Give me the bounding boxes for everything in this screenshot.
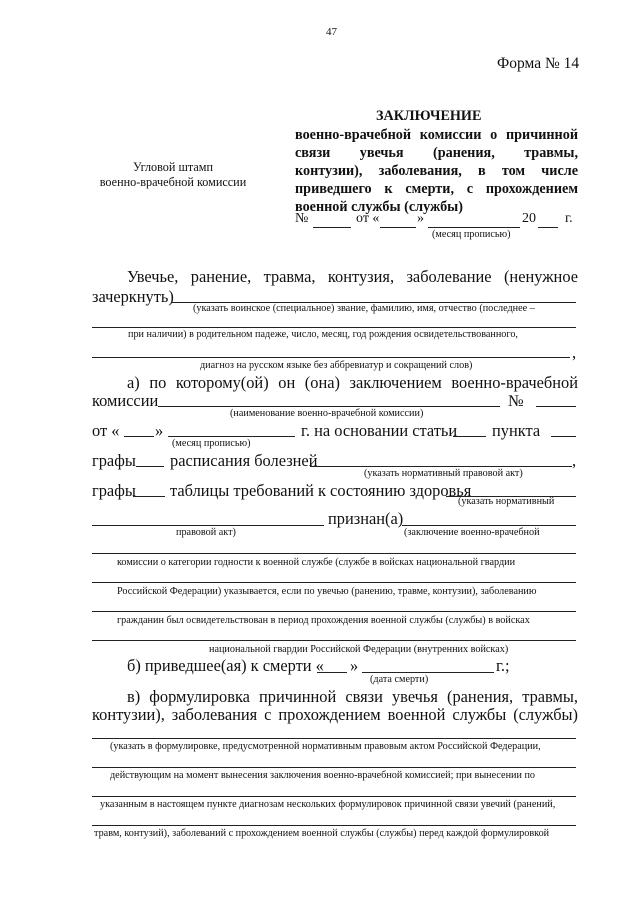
conclusion-month-field[interactable] bbox=[168, 436, 295, 437]
graph2-label: графы bbox=[92, 481, 136, 500]
year-field[interactable] bbox=[538, 227, 558, 228]
disease-schedule-label: расписания болезней bbox=[170, 451, 318, 470]
category-field-2[interactable] bbox=[92, 582, 576, 583]
formulation-field-3[interactable] bbox=[92, 796, 576, 797]
title-line-2: связи увечья (ранения, травмы, bbox=[295, 145, 578, 161]
item-a-line: а) по которому(ой) он (она) заключением военно-врачебной bbox=[127, 373, 578, 392]
stamp-line-2: военно-врачебной комиссии bbox=[99, 175, 247, 189]
legal-act-hint: правовой акт) bbox=[176, 527, 236, 538]
point-field[interactable] bbox=[551, 436, 576, 437]
formulation-field-4[interactable] bbox=[92, 825, 576, 826]
number-prefix: № bbox=[295, 211, 309, 226]
injury-type-line: Увечье, ранение, травма, контузия, заболевание (ненужное bbox=[127, 267, 578, 286]
form-number-label: Форма № 14 bbox=[497, 55, 580, 72]
stamp-placeholder bbox=[93, 160, 253, 190]
vvk-number-label: № bbox=[508, 391, 524, 410]
formulation-hint-1: (указать в формулировке, предусмотренной нормативным правовым актом Российской Федерации, bbox=[110, 741, 541, 752]
death-quote-close: » bbox=[350, 656, 359, 675]
conclusion-date-label: от « bbox=[92, 421, 120, 440]
rank-name-hint: (указать воинское (специальное) звание, фамилию, имя, отчество (последнее – bbox=[193, 303, 535, 314]
formulation-hint-2: действующим на момент вынесения заключения военно-врачебной комиссией; при вынесении по bbox=[110, 770, 536, 781]
formulation-field-2[interactable] bbox=[92, 767, 576, 768]
month-hint: (месяц прописью) bbox=[432, 229, 511, 240]
commission-word: комиссии bbox=[92, 391, 159, 410]
graph-field[interactable] bbox=[136, 466, 164, 467]
death-year-suffix: г.; bbox=[496, 656, 510, 675]
diagnosis-hint: диагноз на русском языке без аббревиатур и сокращений слов) bbox=[200, 360, 473, 371]
date-from-label: от « bbox=[356, 211, 380, 226]
graph2-field[interactable] bbox=[133, 496, 165, 497]
point-label: пункта bbox=[492, 421, 541, 440]
recognized-label: признан(а) bbox=[328, 509, 404, 528]
death-date-hint: (дата смерти) bbox=[370, 674, 429, 685]
year-suffix: г. bbox=[565, 211, 573, 226]
schedule-comma: , bbox=[572, 451, 577, 470]
date-quote-close: » bbox=[417, 211, 424, 226]
legal-act-field[interactable] bbox=[92, 525, 324, 526]
category-hint-3: гражданин был освидетельствован в период прохождения военной службы (службы) в войсках bbox=[117, 615, 530, 626]
fitness-conclusion-hint: (заключение военно-врачебной bbox=[404, 527, 540, 538]
formulation-field-1[interactable] bbox=[92, 738, 576, 739]
item-v-line: в) формулировка причинной связи увечья (ранения, травмы, bbox=[127, 687, 578, 706]
requirements-act-hint: (указать нормативный bbox=[458, 496, 555, 507]
title-line-5: военной службы (службы) bbox=[295, 199, 463, 215]
stamp-line-1: Угловой штамп bbox=[133, 160, 213, 174]
death-month-field[interactable] bbox=[362, 672, 494, 673]
diagnosis-field[interactable] bbox=[92, 357, 570, 358]
schedule-act-field[interactable] bbox=[310, 466, 572, 467]
death-day-field[interactable] bbox=[317, 672, 347, 673]
category-hint-1: комиссии о категории годности к военной службе (службе в войсках национальной гвардии bbox=[117, 557, 516, 568]
category-field-4[interactable] bbox=[92, 640, 576, 641]
birth-details-hint: при наличии) в родительном падеже, число, месяц, год рождения освидетельствованного, bbox=[128, 329, 518, 340]
formulation-hint-4: травм, контузий), заболеваний с прохождением военной службы (службы) перед каждой формулировкой bbox=[94, 828, 550, 839]
vvk-name-hint: (наименование военно-врачебной комиссии) bbox=[230, 408, 424, 419]
title-line-4: приведшего к смерти, с прохождением bbox=[295, 181, 578, 197]
month-field[interactable] bbox=[428, 227, 520, 228]
conclusion-date-quote: » bbox=[155, 421, 164, 440]
graph-label: графы bbox=[92, 451, 136, 470]
health-requirements-label: таблицы требований к состоянию здоровья bbox=[170, 481, 472, 500]
conclusion-day-field[interactable] bbox=[124, 436, 154, 437]
birth-details-field[interactable] bbox=[92, 327, 576, 328]
fitness-conclusion-field[interactable] bbox=[402, 525, 576, 526]
title-line-1: военно-врачебной комиссии о причинной bbox=[295, 127, 578, 143]
day-field[interactable] bbox=[380, 227, 416, 228]
year-prefix: 20 bbox=[522, 211, 536, 226]
category-hint-4: национальной гвардии Российской Федерации (внутренних войсках) bbox=[209, 644, 509, 655]
number-field[interactable] bbox=[313, 227, 351, 228]
vvk-number-field[interactable] bbox=[536, 406, 576, 407]
diagnosis-comma: , bbox=[572, 343, 577, 362]
title-line-3: контузии), заболевания, в том числе bbox=[295, 163, 578, 179]
injury-strike-note: зачеркнуть) bbox=[92, 287, 174, 306]
item-v-line-2: контузии), заболевания с прохождением военной службы (службы) bbox=[92, 705, 578, 724]
page-number: 47 bbox=[326, 26, 337, 38]
document-title: ЗАКЛЮЧЕНИЕ bbox=[376, 108, 482, 124]
vvk-name-field[interactable] bbox=[158, 406, 500, 407]
category-hint-2: Российской Федерации) указывается, если по увечью (ранению, травме, контузии), заболеванию bbox=[117, 586, 537, 597]
formulation-hint-3: указанным в настоящем пункте диагнозам нескольких формулировок причинной связи увечий (ранений, bbox=[100, 799, 556, 810]
item-b-label: б) приведшее(ая) к смерти « bbox=[127, 656, 324, 675]
conclusion-month-hint: (месяц прописью) bbox=[172, 438, 251, 449]
schedule-act-hint: (указать нормативный правовой акт) bbox=[364, 468, 523, 479]
category-field-1[interactable] bbox=[92, 553, 576, 554]
basis-article-label: г. на основании статьи bbox=[301, 421, 458, 440]
category-field-3[interactable] bbox=[92, 611, 576, 612]
article-field[interactable] bbox=[453, 436, 486, 437]
